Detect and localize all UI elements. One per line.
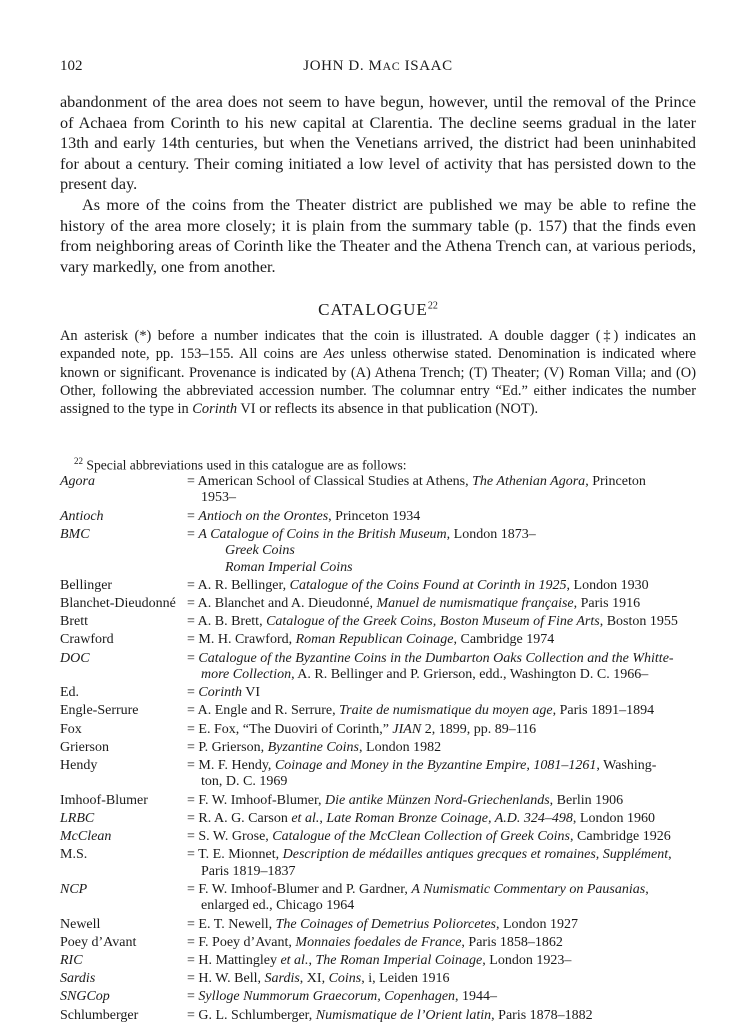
page-number: 102 — [60, 58, 83, 74]
abbr-row-bellinger: Bellinger = A. R. Bellinger, Catalogue of the Coins Found at Corinth in 1925, London 1930 — [60, 577, 649, 593]
footnote-lead: $^{22}$ Special abbreviations used in this catalogue are as follows: — [74, 456, 407, 473]
abbr-row-blanchet-dieudonne: Blanchet-Dieudonné = A. Blanchet and A. Dieudonné, Manuel de numismatique française, Paris 1916 — [60, 596, 641, 612]
abbr-row-imhoof-blumer: Imhoof-Blumer = F. W. Imhoof-Blumer, Die antike Münzen Nord-Griechenlands, Berlin 1906 — [60, 792, 624, 808]
abbr-row-hendy: Hendy = M. F. Hendy, Coinage and Money in the Byzantine Empire, 1081–1261, Washing- ton, D. C. 1969 — [60, 758, 657, 790]
footnote-ref: 22 — [427, 300, 438, 312]
abbr-row-mcclean: McClean = S. W. Grose, Catalogue of the McClean Collection of Greek Coins, Cambridge 1926 — [60, 829, 671, 845]
abbr-row-doc: DOC = Catalogue of the Byzantine Coins in the Dumbarton Oaks Collection and the Whitte- more Collection, A. R. Bellinger and P. Grierson, edd., Washington D. C. 1966– — [60, 650, 674, 683]
abbr-row-sngcop: SNGCop = Sylloge Nummorum Graecorum, Copenhagen, 1944– — [60, 989, 498, 1005]
abbr-row-engle-serrure: Engle-Serrure = A. Engle and R. Serrure, Traite de numismatique du moyen age, Paris 1891–1894 — [60, 703, 655, 719]
abbr-row-lrbc: LRBC = R. A. G. Carson et al., Late Roman Bronze Coinage, A.D. 324–498, London 1960 — [60, 810, 655, 826]
catalogue-intro: An asterisk (*) before a number indicates that the coin is illustrated. A double dagger (‡) indicates an expanded note, pp. 153–155. All coins are Aes unless otherwise stated. Denomination is indicated where known or significant. Provenance is indicated by (A) Athena Trench; (T) Theater; (V) Roman Villa; and (O) Other, following the abbreviated accession number. The columnar entry “Ed.” either indicates the number assigned to the type in Corinth VI or reflects its absence in that publication (NOT). — [60, 328, 696, 418]
abbr-row-schlumberger: Schlumberger = G. L. Schlumberger, Numismatique de l’Orient latin, Paris 1878–1882 — [60, 1007, 593, 1023]
abbr-row-fox: Fox = E. Fox, “The Duoviri of Corinth,” JIAN 2, 1899, pp. 89–116 — [60, 721, 537, 737]
paragraph-2: As more of the coins from the Theater district are published we may be able to refine the history of the area more closely; it is plain from the summary table (p. 157) that the finds even from neighboring areas of Corinth like the Theater and the Athena Trench can, at various periods, vary markedly, one from another. — [60, 195, 696, 276]
abbr-row-ed: Ed. = Corinth VI — [60, 685, 261, 701]
paragraph-1: abandonment of the area does not seem to have begun, however, until the removal of the Prince of Achaea from Corinth to his new capital at Clarentia. The decline seems gradual in the later 13th and early 14th centuries, but when the Venetians arrived, the district had been uninhabited for about a century. Their coming initiated a low level of activity that has persisted down to the present day. — [60, 93, 696, 194]
running-header — [60, 58, 696, 80]
abbr-row-bmc: BMC = A Catalogue of Coins in the British Museum, London 1873– Greek Coins Roman Imperial Coins — [60, 526, 536, 575]
footnote-mark: 22 — [74, 456, 83, 466]
abbr-row-grierson: Grierson = P. Grierson, Byzantine Coins, London 1982 — [60, 739, 442, 755]
abbr-row-agora: Agora = American School of Classical Studies at Athens, The Athenian Agora, Princeton 1953– — [60, 474, 646, 506]
abbr-row-crawford: Crawford = M. H. Crawford, Roman Republican Coinage, Cambridge 1974 — [60, 632, 555, 648]
abbr-row-ric: RIC = H. Mattingley et al., The Roman Imperial Coinage, London 1923– — [60, 952, 572, 968]
abbr-row-antioch: Antioch = Antioch on the Orontes, Princeton 1934 — [60, 508, 421, 524]
abbr-row-ms: M.S. = T. E. Mionnet, Description de médailles antiques grecques et romaines, Supplément, Paris 1819–1837 — [60, 847, 672, 879]
catalogue-heading: CATALOGUE$^{22}$ — [318, 300, 438, 319]
running-author: JOHN D. MAC ISAAC — [303, 58, 453, 74]
abbr-row-sardis: Sardis = H. W. Bell, Sardis, XI, Coins, i, Leiden 1916 — [60, 971, 450, 987]
abbreviation-list — [60, 474, 700, 1026]
abbr-row-poey-davant: Poey d’Avant = F. Poey d’Avant, Monnaies foedales de France, Paris 1858–1862 — [60, 934, 563, 950]
abbr-row-brett: Brett = A. B. Brett, Catalogue of the Greek Coins, Boston Museum of Fine Arts, Boston 1955 — [60, 614, 678, 630]
abbr-row-ncp: NCP = F. W. Imhoof-Blumer and P. Gardner, A Numismatic Commentary on Pausanias, enlarged ed., Chicago 1964 — [60, 881, 649, 914]
abbr-row-newell: Newell = E. T. Newell, The Coinages of Demetrius Poliorcetes, London 1927 — [60, 916, 579, 932]
body-text — [60, 92, 696, 277]
